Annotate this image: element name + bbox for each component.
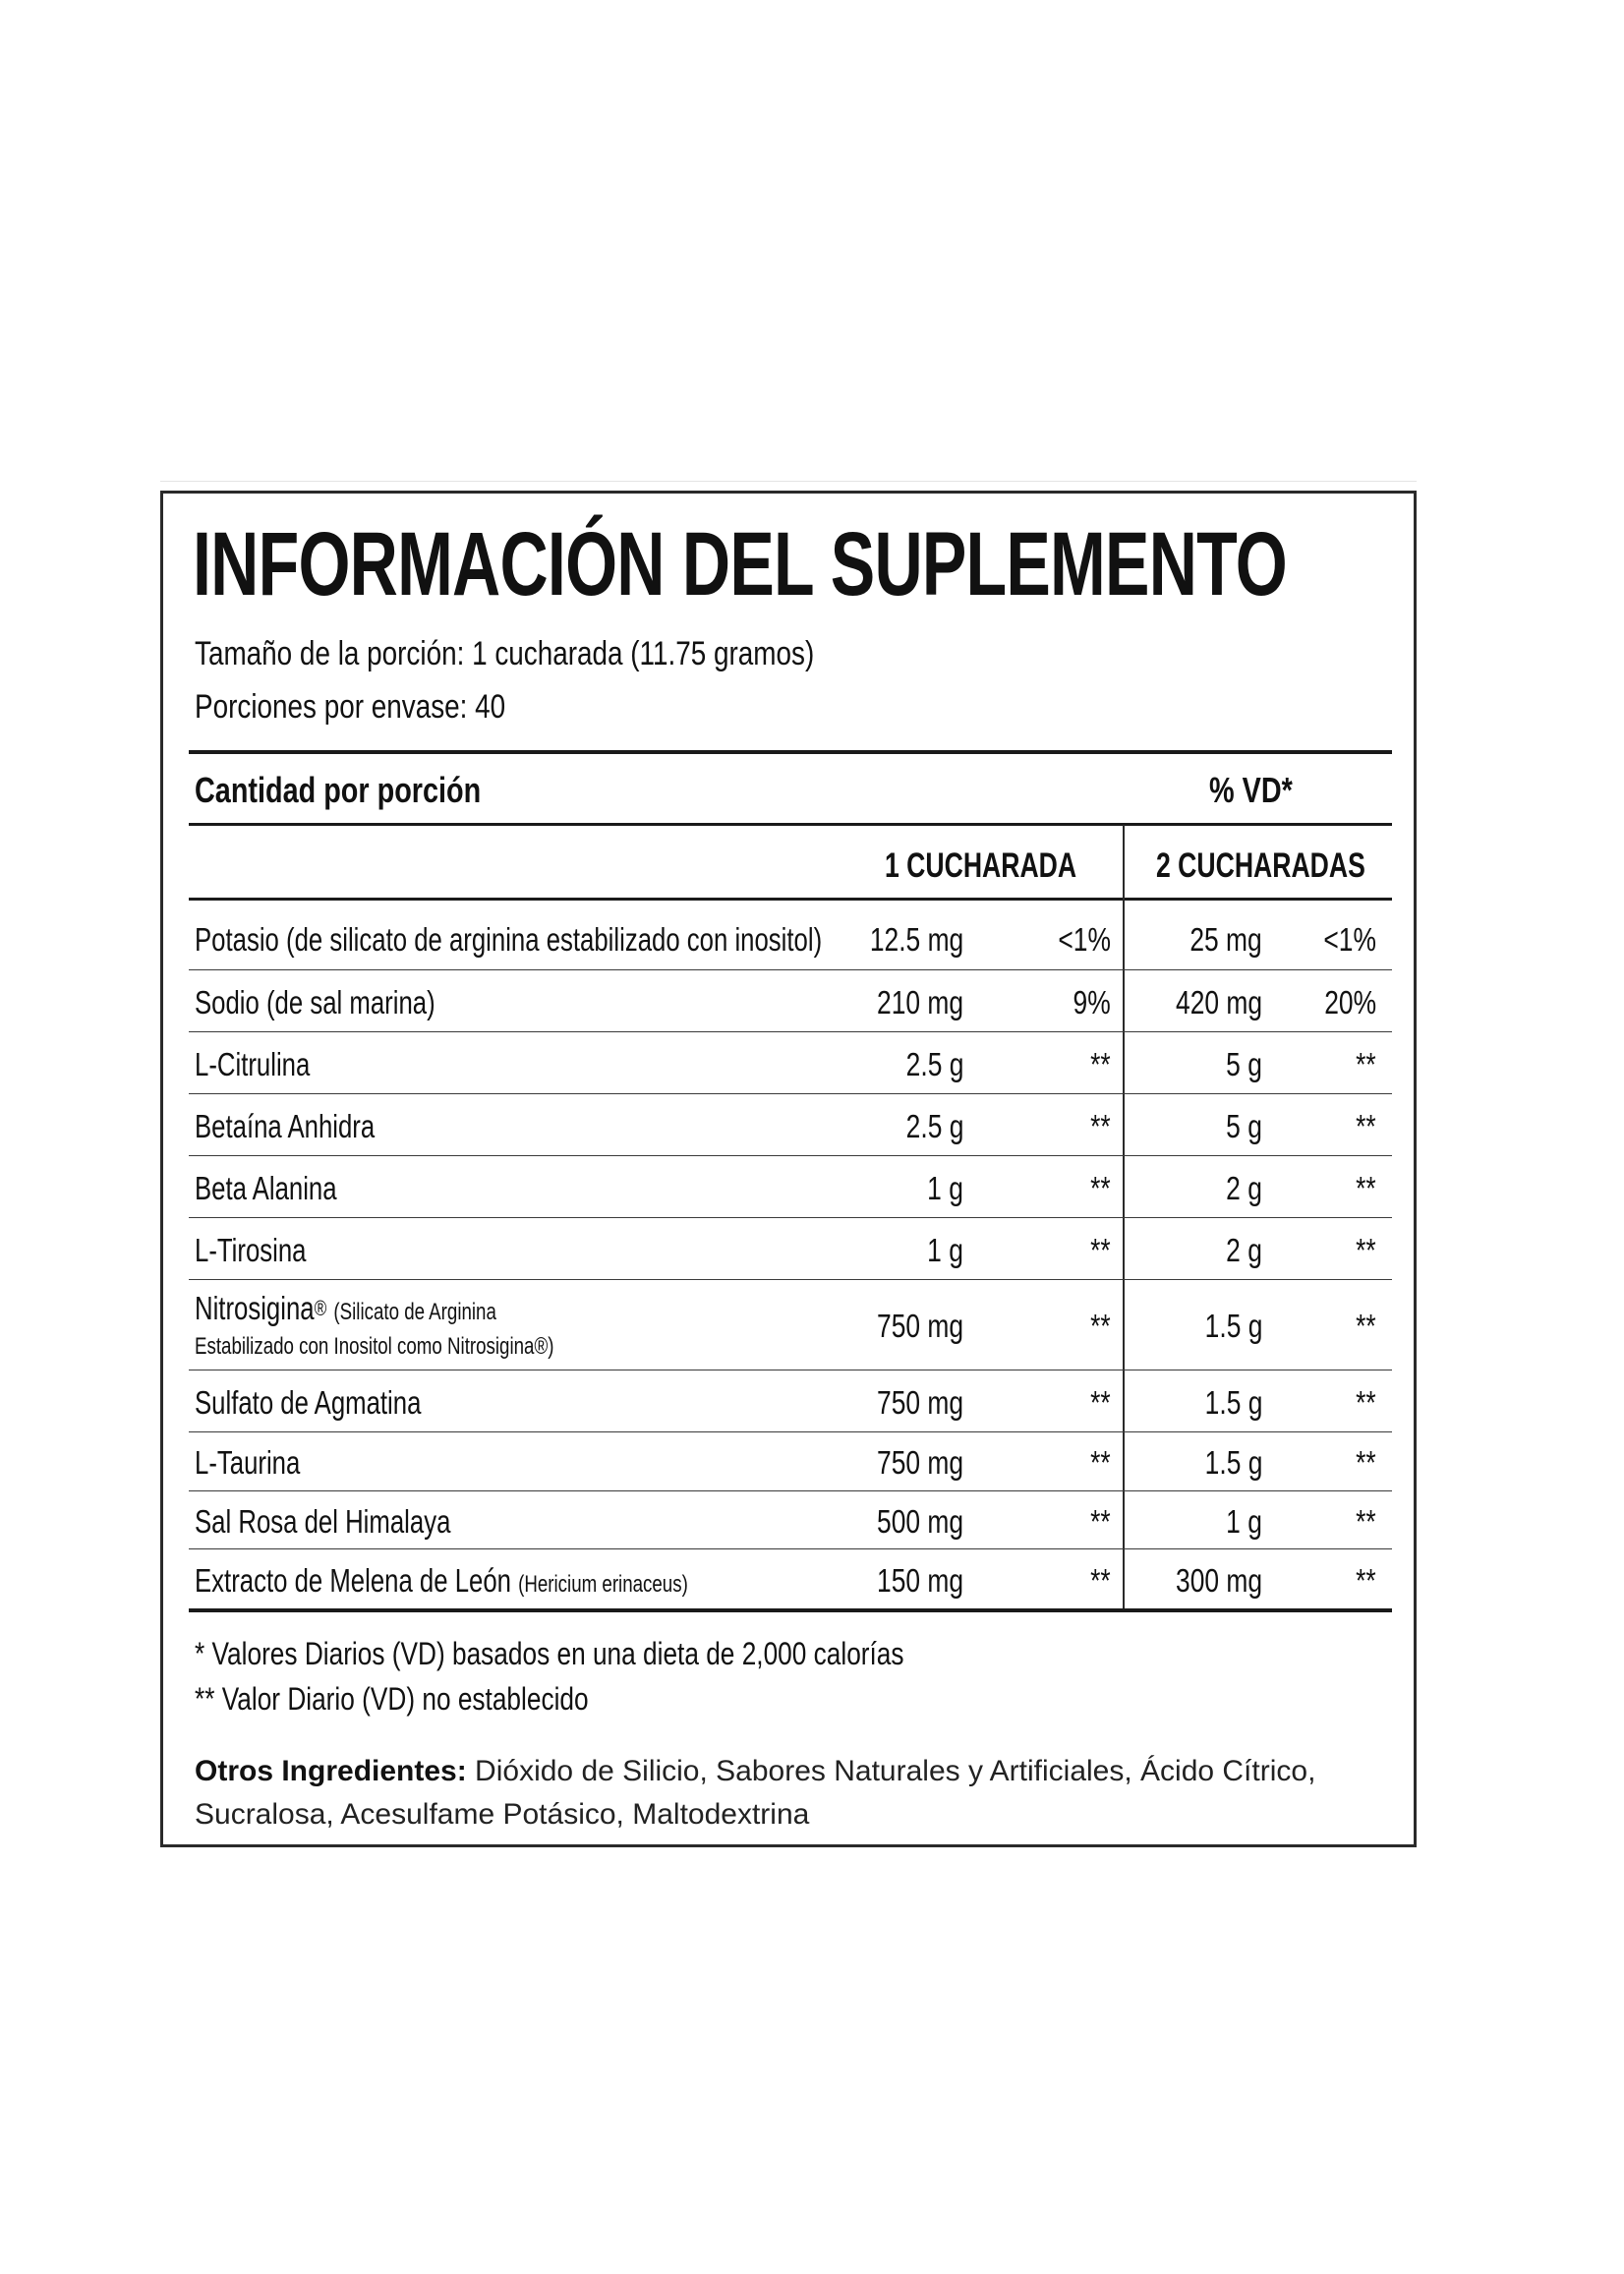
registered-mark: ® bbox=[314, 1296, 327, 1320]
dv-two-scoops: ** bbox=[1356, 1384, 1376, 1421]
amount-two-scoops: 420 mg bbox=[1175, 984, 1262, 1020]
top-hairline bbox=[160, 481, 1417, 482]
daily-value-header: % VD* bbox=[1209, 770, 1293, 810]
amount-two-scoops: 300 mg bbox=[1175, 1562, 1262, 1599]
nutrient-name-text: Nitrosigina bbox=[195, 1290, 315, 1326]
nutrient-name bbox=[195, 983, 435, 1022]
other-ingredients-label: Otros Ingredientes: bbox=[195, 1755, 467, 1787]
nutrient-name-text: L-Citrulina bbox=[195, 1046, 311, 1082]
nutrient-name bbox=[195, 1231, 306, 1270]
amount-one-scoop: 500 mg bbox=[876, 1503, 963, 1540]
nutrient-row bbox=[189, 1548, 1392, 1608]
dv-one-scoop: ** bbox=[1090, 1308, 1111, 1344]
nutrient-row bbox=[189, 1155, 1392, 1218]
nutrient-name-line2: Estabilizado con Inositol como Nitrosigina®) bbox=[195, 1333, 554, 1360]
nutrient-row bbox=[189, 1031, 1392, 1094]
dv-one-scoop: ** bbox=[1090, 1170, 1111, 1206]
amount-two-scoops: 1.5 g bbox=[1204, 1384, 1262, 1421]
dv-one-scoop: ** bbox=[1090, 1108, 1111, 1144]
dv-one-scoop: ** bbox=[1090, 1232, 1111, 1268]
servings-per-container: Porciones por envase: 40 bbox=[195, 688, 506, 726]
amount-one-scoop: 1 g bbox=[927, 1170, 963, 1206]
supplement-facts-panel bbox=[160, 491, 1417, 1847]
amount-one-scoop: 150 mg bbox=[876, 1562, 963, 1599]
amount-one-scoop: 210 mg bbox=[876, 984, 963, 1020]
amount-two-scoops: 1.5 g bbox=[1204, 1308, 1262, 1344]
dv-one-scoop: ** bbox=[1090, 1444, 1111, 1481]
amount-one-scoop: 750 mg bbox=[876, 1308, 963, 1344]
dv-two-scoops: <1% bbox=[1323, 921, 1376, 958]
nutrient-name-text: Betaína Anhidra bbox=[195, 1108, 376, 1144]
amount-two-scoops: 2 g bbox=[1226, 1170, 1262, 1206]
amount-one-scoop: 1 g bbox=[927, 1232, 963, 1268]
dv-one-scoop: ** bbox=[1090, 1562, 1111, 1599]
nutrient-row bbox=[189, 906, 1392, 970]
amount-two-scoops: 5 g bbox=[1226, 1046, 1262, 1082]
nutrient-name-note: (Hericium erinaceus) bbox=[518, 1571, 688, 1598]
nutrient-name-text: Extracto de Melena de León bbox=[195, 1562, 511, 1599]
dv-one-scoop: ** bbox=[1090, 1384, 1111, 1421]
amount-one-scoop: 12.5 mg bbox=[869, 921, 963, 958]
dv-one-scoop: <1% bbox=[1058, 921, 1111, 958]
nutrient-name-text: Sulfato de Agmatina bbox=[195, 1384, 422, 1421]
nutrient-row bbox=[189, 1490, 1392, 1549]
nutrient-name-text: L-Taurina bbox=[195, 1444, 301, 1481]
nutrient-row bbox=[189, 1279, 1392, 1370]
dv-two-scoops: 20% bbox=[1324, 984, 1376, 1020]
nutrient-row bbox=[189, 969, 1392, 1032]
column-header-two-scoops: 2 CUCHARADAS bbox=[1156, 846, 1365, 885]
nutrient-name bbox=[195, 1561, 688, 1604]
nutrient-name bbox=[195, 920, 822, 960]
serving-size: Tamaño de la porción: 1 cucharada (11.75 gramos) bbox=[195, 635, 815, 672]
dv-one-scoop: 9% bbox=[1073, 984, 1111, 1020]
nutrient-name bbox=[195, 1502, 450, 1542]
dv-two-scoops: ** bbox=[1356, 1444, 1376, 1481]
nutrient-row bbox=[189, 1370, 1392, 1432]
nutrient-name-note: (Silicato de Arginina bbox=[333, 1299, 496, 1325]
amount-two-scoops: 1 g bbox=[1226, 1503, 1262, 1540]
nutrient-name bbox=[195, 1383, 421, 1423]
amount-two-scoops: 5 g bbox=[1226, 1108, 1262, 1144]
dv-two-scoops: ** bbox=[1356, 1046, 1376, 1082]
nutrient-name bbox=[195, 1443, 300, 1483]
divider-columns bbox=[189, 898, 1392, 901]
column-header-one-scoop: 1 CUCHARADA bbox=[885, 846, 1077, 885]
amount-two-scoops: 1.5 g bbox=[1204, 1444, 1262, 1481]
dv-one-scoop: ** bbox=[1090, 1503, 1111, 1540]
panel-title: INFORMACIÓN DEL SUPLEMENTO bbox=[193, 514, 1287, 614]
nutrient-row bbox=[189, 1431, 1392, 1491]
amount-two-scoops: 25 mg bbox=[1189, 921, 1262, 958]
divider-header bbox=[189, 823, 1392, 826]
nutrient-name bbox=[195, 1289, 553, 1362]
nutrient-row bbox=[189, 1093, 1392, 1156]
amount-two-scoops: 2 g bbox=[1226, 1232, 1262, 1268]
nutrient-name bbox=[195, 1107, 375, 1146]
other-ingredients bbox=[195, 1750, 1374, 1837]
nutrient-row bbox=[189, 1217, 1392, 1280]
amount-one-scoop: 750 mg bbox=[876, 1444, 963, 1481]
dv-two-scoops: ** bbox=[1356, 1232, 1376, 1268]
nutrient-name-text: Sal Rosa del Himalaya bbox=[195, 1503, 451, 1540]
dv-two-scoops: ** bbox=[1356, 1308, 1376, 1344]
nutrient-name-text: Potasio (de silicato de arginina estabilizado con inositol) bbox=[195, 921, 823, 958]
divider-thick bbox=[189, 750, 1392, 754]
nutrient-name-text: Sodio (de sal marina) bbox=[195, 984, 435, 1020]
dv-two-scoops: ** bbox=[1356, 1562, 1376, 1599]
amount-one-scoop: 2.5 g bbox=[905, 1108, 963, 1144]
amount-one-scoop: 2.5 g bbox=[905, 1046, 963, 1082]
amount-per-serving-header: Cantidad por porción bbox=[195, 770, 482, 810]
dv-two-scoops: ** bbox=[1356, 1503, 1376, 1540]
footnote-daily-values: * Valores Diarios (VD) basados en una dieta de 2,000 calorías bbox=[195, 1636, 904, 1671]
amount-one-scoop: 750 mg bbox=[876, 1384, 963, 1421]
nutrient-name bbox=[195, 1045, 310, 1084]
divider-bottom bbox=[189, 1608, 1392, 1612]
footnote-not-established: ** Valor Diario (VD) no establecido bbox=[195, 1681, 589, 1717]
dv-one-scoop: ** bbox=[1090, 1046, 1111, 1082]
nutrient-name-text: Beta Alanina bbox=[195, 1170, 337, 1206]
other-ingredients-text: Dióxido de Silicio, Sabores Naturales y Artificiales, Ácido Cítrico, Sucralosa, Acesulfame Potásico, Maltodextrina bbox=[195, 1755, 1316, 1831]
nutrient-name bbox=[195, 1169, 337, 1208]
nutrient-name-text: L-Tirosina bbox=[195, 1232, 307, 1268]
dv-two-scoops: ** bbox=[1356, 1170, 1376, 1206]
dv-two-scoops: ** bbox=[1356, 1108, 1376, 1144]
